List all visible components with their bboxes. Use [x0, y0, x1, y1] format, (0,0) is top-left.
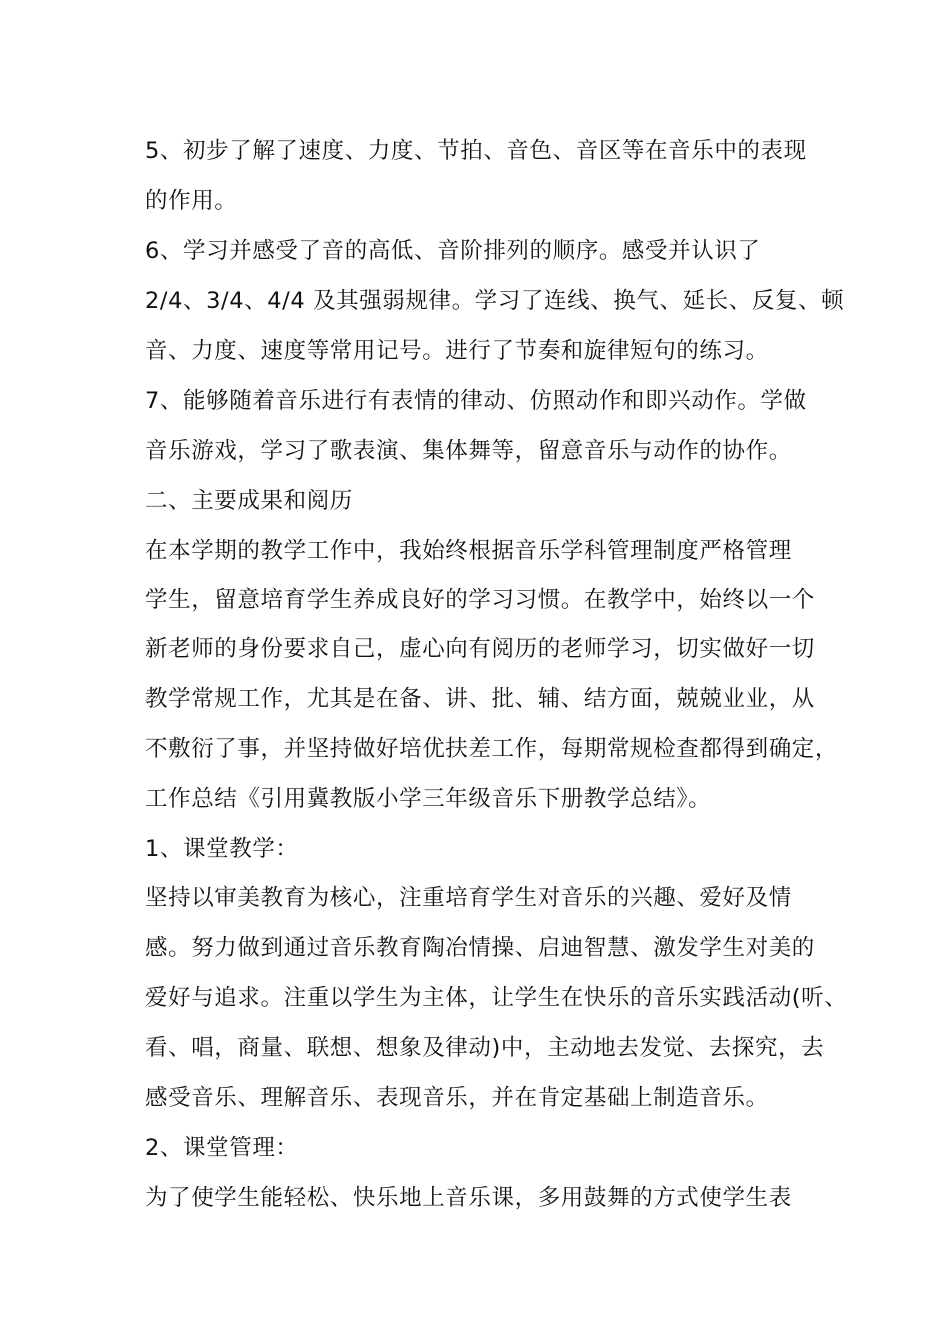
- text-line: 不敷衍了事，并坚持做好培优扶差工作，每期常规检查都得到确定，: [145, 736, 839, 762]
- text-line: 工作总结《引用冀教版小学三年级音乐下册教学总结》。: [145, 786, 712, 812]
- text-line: 2/4、3/4、4/4 及其强弱规律。学习了连线、换气、延长、反复、顿: [145, 288, 845, 314]
- subsection-heading: 2、课堂管理：: [145, 1135, 299, 1161]
- text-line: 看、唱，商量、联想、想象及律动)中，主动地去发觉、去探究，去: [145, 1035, 825, 1061]
- subsection-heading: 1、课堂教学：: [145, 836, 299, 862]
- text-line: 爱好与追求。注重以学生为主体，让学生在快乐的音乐实践活动(听、: [145, 985, 848, 1011]
- text-line: 感受音乐、理解音乐、表现音乐，并在肯定基础上制造音乐。: [145, 1085, 769, 1111]
- text-line: 学生，留意培育学生养成良好的学习习惯。在教学中，始终以一个: [145, 587, 815, 613]
- text-line: 5、初步了解了速度、力度、节拍、音色、音区等在音乐中的表现: [145, 138, 807, 164]
- text-line: 感。努力做到通过音乐教育陶冶情操、启迪智慧、激发学生对美的: [145, 935, 815, 961]
- text-line: 教学常规工作，尤其是在备、讲、批、辅、结方面，兢兢业业，从: [145, 686, 815, 712]
- text-line: 音、力度、速度等常用记号。进行了节奏和旋律短句的练习。: [145, 338, 769, 364]
- text-line: 坚持以审美教育为核心，注重培育学生对音乐的兴趣、爱好及情: [145, 885, 792, 911]
- section-heading: 二、主要成果和阅历: [145, 488, 353, 514]
- text-line: 7、能够随着音乐进行有表情的律动、仿照动作和即兴动作。学做: [145, 388, 807, 414]
- text-line: 在本学期的教学工作中，我始终根据音乐学科管理制度严格管理: [145, 538, 792, 564]
- text-line: 的作用。: [145, 188, 238, 214]
- text-line: 音乐游戏，学习了歌表演、集体舞等，留意音乐与动作的协作。: [145, 438, 792, 464]
- text-line: 6、学习并感受了音的高低、音阶排列的顺序。感受并认识了: [145, 238, 761, 264]
- text-line: 为了使学生能轻松、快乐地上音乐课，多用鼓舞的方式使学生表: [145, 1185, 792, 1211]
- text-line: 新老师的身份要求自己，虚心向有阅历的老师学习，切实做好一切: [145, 636, 815, 662]
